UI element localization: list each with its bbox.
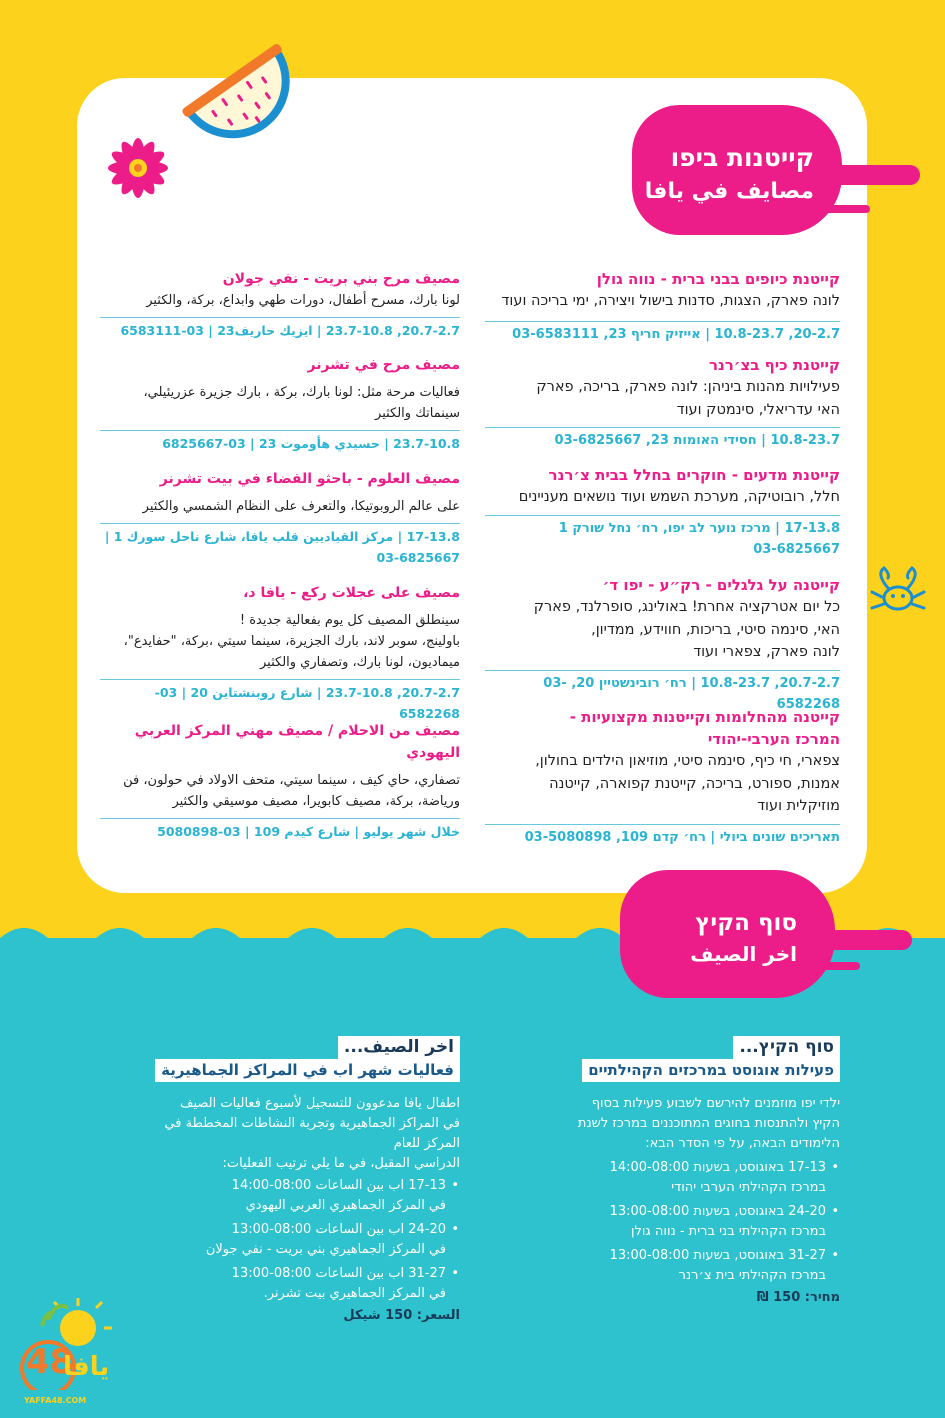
- list-item: [485, 706, 840, 848]
- item-title: קייטנת מדעים - חוקרים בחלל בבית צ׳רנר: [548, 466, 840, 484]
- item-info: תאריכים שונים ביולי | רח׳ קדם 109, 03-5080898: [485, 824, 840, 848]
- header-popsicle: [632, 105, 842, 235]
- item-title: קייטנה על גלגלים - רק״ע - יפו ד׳: [602, 576, 840, 594]
- bottom-intro: [130, 1094, 460, 1174]
- section-title-he: סוף הקיץ: [695, 910, 797, 936]
- item-title: קייטנת כיופים בבני ברית - נווה גולן: [596, 270, 840, 288]
- list-item: • 17-13 באוגוסט, בשעות 14:00-08:00 במרכז הקהילתי הערבי יהודי: [490, 1158, 826, 1198]
- bottom-subheading: فعاليات شهر اب في المراكز الجماهيرية: [155, 1059, 460, 1082]
- item-desc: سينماتك والكثير: [375, 406, 460, 421]
- item-desc: לונה פארק, צפארי ועוד: [693, 644, 840, 660]
- arabic-column: [100, 268, 460, 839]
- item-desc: האי, סינמה סיטי, בריכות, חווידע, ממדיון,: [591, 621, 840, 638]
- item-info: 10.8-23.7 | חסידי האומות 23, 03-6825667: [485, 427, 840, 451]
- item-desc: כל יום אטרקציה אחרת! באולינג, סופרלנד, פארק: [533, 599, 840, 615]
- yaffa48-logo: [8, 1290, 118, 1410]
- intro-line: הקיץ ולהתנסות בחוגים המתוכננים במרכז לשנת: [577, 1116, 840, 1131]
- bottom-subheading: פעילות אוגוסט במרכזים הקהילתיים: [582, 1059, 840, 1082]
- bottom-arabic: [130, 1036, 460, 1323]
- list-item: [485, 574, 840, 715]
- list-item: • 17-13 اب بين الساعات 08:00-14:00 في المركز الجماهيري العربي اليهودي: [130, 1176, 446, 1216]
- item-desc: צפארי, חי כיף, סינמה סיטי, מוזיאון הילדים בחולון,: [535, 753, 840, 769]
- item-info: 17-13.8 | מרכז נוער לב יפו, רח׳ נחל שורק 1: [485, 515, 840, 539]
- item-desc: ورياضة، بركة، مصيف كابويرا، مصيف موسيقي والكثير: [172, 794, 460, 809]
- item-desc: لونا بارك، مسرح أطفال، دورات طهي وابداع، بركة، والكثير: [146, 293, 460, 308]
- bottom-hebrew: [490, 1036, 840, 1305]
- item-desc: חלל, רובוטיקה, מערכת השמש ועוד נושאים מעניינים: [518, 489, 840, 505]
- item-desc: האי עדריאלי, סינמטק ועוד: [676, 401, 840, 418]
- logo-number: 48: [26, 1342, 74, 1382]
- list-item: • 31-27 اب بين الساعات 08:00-13:00 في المركز الجماهيري بيت تشرنر.: [130, 1264, 446, 1304]
- list-item: [100, 268, 460, 341]
- intro-line: الدراسي المقبل، في ما يلي ترتيب الفعليات:: [222, 1156, 460, 1171]
- item-info: 20.7-2.7, 23.7-10.8 | شارع روبنشتاين 20 | 03-6582268: [100, 679, 460, 724]
- item-title: קייטנת כיף בצ׳רנר: [708, 356, 840, 374]
- list-item: [100, 582, 460, 724]
- item-desc: ميماديون، لونا بارك، وتصفاري والكثير: [260, 655, 460, 670]
- item-desc: سينطلق المصيف كل يوم بفعالية جديدة !: [239, 613, 460, 628]
- list-item: [100, 354, 460, 454]
- bottom-heading: סוף הקיץ...: [733, 1036, 840, 1059]
- item-info: 03-6825667: [753, 541, 840, 557]
- item-desc: לונה פארק, הצגות, סדנות בישול ויצירה, ימי בריכה ועוד: [501, 293, 840, 309]
- list-item: [485, 464, 840, 560]
- item-info: 03-6825667: [376, 550, 460, 565]
- flower-icon: [98, 128, 178, 208]
- item-title: مصيف العلوم - باحثو الفضاء في بيت تشرنر: [159, 471, 460, 487]
- item-desc: تصفاري، حاي كيف ، سينما سيتي، متحف الاولاد في حولون، فن: [123, 773, 460, 788]
- price: מחיר: 150 ₪: [756, 1290, 840, 1305]
- item-title: مصيف على عجلات ركع - يافا د،: [243, 585, 460, 601]
- item-info: 20-2.7, 10.8-23.7 | אייזיק חריף 23, 03-6583111: [485, 321, 840, 345]
- item-title: مصيف مرح بني بريت - نفي جولان: [222, 271, 460, 287]
- item-info: خلال شهر يوليو | شارع كيدم 109 | 03-5080898: [100, 818, 460, 842]
- list-item: • 31-27 באוגוסט, בשעות 13:00-08:00 במרכז הקהילתי בית צ׳רנר: [490, 1246, 826, 1286]
- item-info: 17-13.8 | مركز القياديين قلب يافا، شارع ناحل سورك 1 |: [100, 523, 460, 547]
- logo-url: YAFFA48.COM: [24, 1396, 87, 1405]
- page-title-he: קייטנות ביפו: [670, 143, 814, 172]
- schedule-list: [130, 1176, 460, 1304]
- item-desc: على عالم الروبوتيكا، والتعرف على النظام الشمسي والكثير: [142, 499, 460, 514]
- bottom-heading: اخر الصيف...: [338, 1036, 460, 1059]
- section-title-ar: اخر الصيف: [690, 942, 797, 966]
- intro-line: في المراكز الجماهيرية وتجربة النشاطات المخططة في المركز للعام: [164, 1116, 460, 1151]
- item-title: مصيف مرح في تشرنر: [307, 357, 460, 373]
- watermelon-icon: [178, 28, 308, 163]
- list-item: [100, 468, 460, 568]
- list-item: • 24-20 באוגוסט, בשעות 13:00-08:00 במרכז הקהילתי בני ברית - נווה גולן: [490, 1202, 826, 1242]
- bottom-intro: [490, 1094, 840, 1154]
- price: السعر: 150 شيكل: [343, 1308, 460, 1323]
- item-info: 20.7-2.7, 23.7-10.8 | ايزيك حاريف23 | 03-6583111: [100, 317, 460, 341]
- item-desc: מוזיקלית ועוד: [757, 798, 840, 814]
- item-title: המרכז הערבי-יהודי: [707, 730, 840, 748]
- item-desc: فعاليات مرحة مثل: لونا بارك، بركة ، بارك جزيرة عزريئيلي،: [143, 385, 460, 400]
- end-summer-popsicle: [620, 870, 835, 998]
- item-desc: باولينج، سوبر لاند، بارك الجزيرة، سينما سيتي ،بركة، "حفايدع"،: [123, 634, 460, 649]
- hebrew-column: [485, 268, 840, 858]
- intro-line: اطفال يافا مدعوون للتسجيل لأسبوع فعاليات الصيف: [180, 1096, 460, 1111]
- list-item: [100, 720, 460, 842]
- page-title-ar: مصايف في يافا: [644, 179, 814, 204]
- item-info: 20.7-2.7, 10.8-23.7 | רח׳ רובינשטיין 20, 03-6582268: [485, 670, 840, 715]
- intro-line: ילדי יפו מוזמנים להירשם לשבוע פעילות בסוף: [591, 1096, 840, 1111]
- item-desc: פעילויות מהנות ביניהן: לונה פארק, בריכה, פארק: [536, 379, 840, 395]
- item-title: קייטנה מהחלומות וקייטנות מקצועיות -: [569, 708, 840, 726]
- list-item: • 24-20 اب بين الساعات 08:00-13:00 في المركز الجماهيري بني بريت - نفي جولان: [130, 1220, 446, 1260]
- crab-icon: [866, 562, 930, 622]
- item-info: 23.7-10.8 | حسيدي هأوموت 23 | 03-6825667: [100, 430, 460, 454]
- intro-line: הלימודים הבאה, על פי הסדר הבא:: [645, 1136, 840, 1151]
- list-item: [485, 268, 840, 345]
- logo-text: يافا: [63, 1352, 110, 1382]
- schedule-list: [490, 1158, 840, 1286]
- list-item: [485, 354, 840, 451]
- item-desc: אמנות, ספורט, בריכה, קייטנת קפוארה, קייטנה: [549, 775, 840, 792]
- item-title: مصيف من الاحلام / مصيف مهني المركز العربي اليهودي: [134, 723, 460, 761]
